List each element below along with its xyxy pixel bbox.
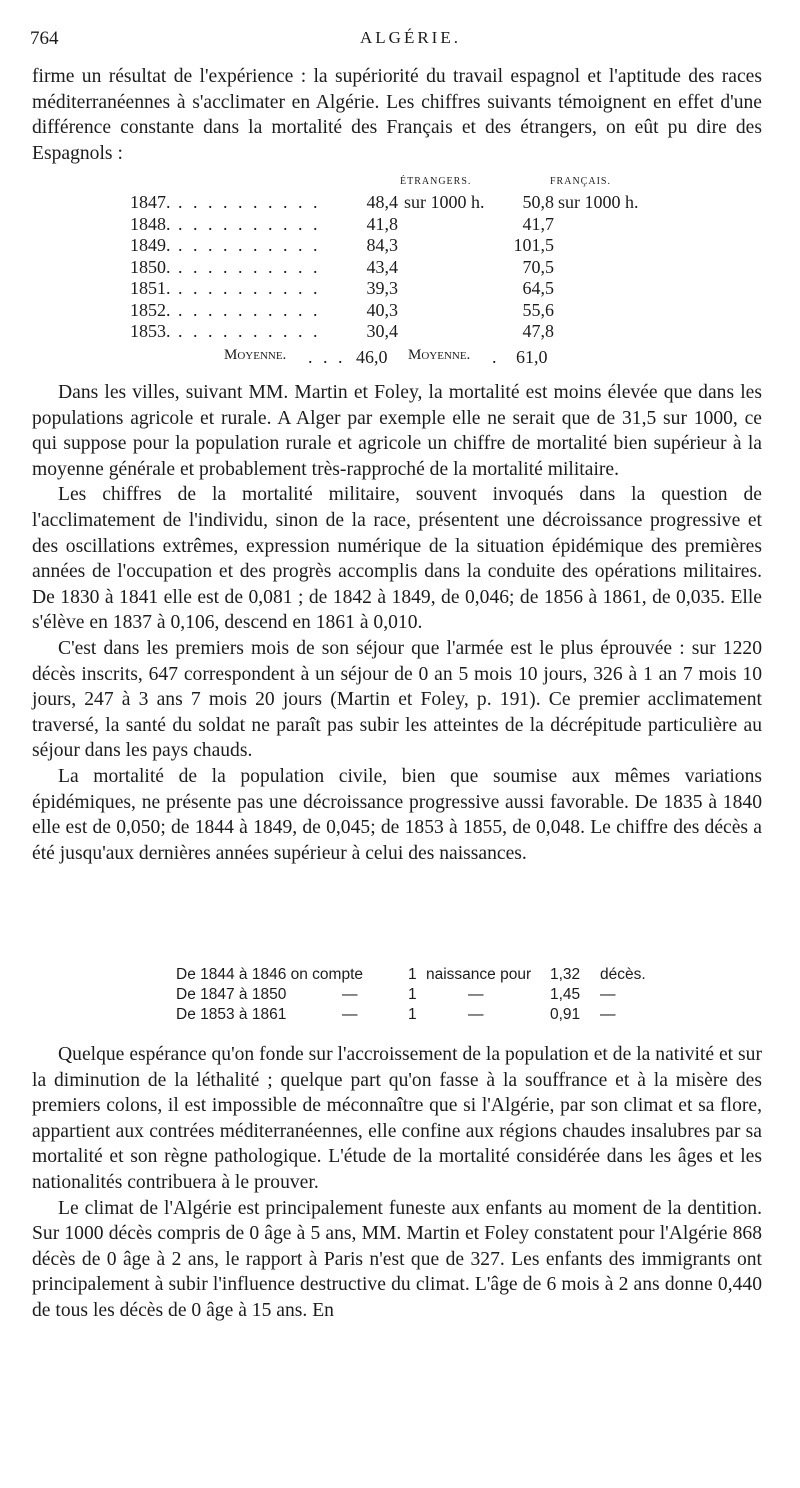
period: De 1853 à 1861	[176, 1006, 287, 1023]
leader-dots: . . . . . . . . . .	[178, 256, 321, 277]
mortality-table-row	[130, 235, 670, 257]
mortality-table-row	[130, 278, 670, 300]
mean-value-francais: 61,0	[516, 346, 548, 367]
etrangers-value: 84,3	[366, 235, 398, 255]
paragraph-villes: Dans les villes, suivant MM. Martin et Foley, la mortalité est moins élevée que dans les populations agricole et rurale. A Alger par exemple elle ne serait que de 31,5 sur 1000, ce qui suppose pour la population rurale et agricole un chiffre de mortalité bien supérieur à la moyenne générale et probablement très-rapproché de la mortalité militaire.	[32, 382, 762, 480]
deaths-unit: décès.	[600, 966, 646, 983]
deaths-ratio: 1,45	[550, 986, 581, 1003]
period: De 1847 à 1850	[176, 986, 287, 1003]
leader-dots: . . . . . . . . . .	[178, 213, 321, 234]
births-deaths-row	[176, 986, 656, 1006]
year-cell: 1847.	[130, 192, 171, 212]
naissance-label: naissance pour	[426, 966, 532, 983]
col-header-francais: FRANÇAIS.	[550, 176, 611, 187]
year-cell: 1848.	[130, 213, 171, 234]
deaths-ratio: 1,32	[550, 966, 581, 983]
mortality-table-row	[130, 192, 670, 214]
paragraph-mortalite-militaire: Les chiffres de la mortalité militaire, souvent invoqués dans la question de l'acclimatement de l'individu, sinon de la race, présentent une décroissance progressive et des oscillations extrêmes, expression numérique de la situation épidémique des premières années de l'occupation et des progrès accomplis dans la conduite des opérations militaires. De 1830 à 1841 elle est de 0,081 ; de 1842 à 1849, de 0,046; de 1856 à 1861, de 0,035. Elle s'élève en 1837 à 0,106, descend en 1861 à 0,010.	[32, 484, 762, 634]
leader-dots: . . . . . . . . . .	[178, 321, 321, 341]
unit-etrangers: sur 1000 h.	[404, 192, 485, 212]
page-number: 764	[30, 28, 59, 49]
mean-dots-1: . . .	[308, 346, 346, 367]
etrangers-value: 41,8	[366, 213, 398, 234]
mortality-table-body	[130, 192, 670, 343]
naissance-count: 1	[408, 966, 417, 983]
mortality-table-row	[130, 321, 670, 343]
leader-dots: . . . . . . . . . .	[178, 235, 321, 255]
etrangers-value: 30,4	[366, 321, 398, 341]
births-deaths-row	[176, 966, 656, 986]
francais-value: 41,7	[522, 213, 554, 234]
mortality-table-row	[130, 300, 670, 322]
running-title: ALGÉRIE.	[360, 28, 461, 47]
mean-label-francais: Moyenne.	[408, 346, 471, 363]
year-cell: 1853.	[130, 321, 171, 341]
francais-value: 50,8	[522, 192, 554, 212]
ditto-mark: —	[600, 1006, 616, 1023]
mortality-table-mean-row	[130, 345, 670, 371]
ditto-mark: —	[600, 986, 616, 1003]
mean-label-etrangers: Moyenne.	[224, 346, 287, 363]
francais-value: 64,5	[522, 278, 554, 298]
mortality-table	[130, 176, 670, 371]
ditto-mark: —	[342, 1006, 358, 1023]
deaths-ratio: 0,91	[550, 1006, 581, 1023]
leader-dots: . . . . . . . . . .	[178, 192, 321, 212]
mean-value-etrangers: 46,0	[356, 346, 388, 367]
paragraph-sejour-armee: C'est dans les premiers mois de son séjour que l'armée est le plus éprouvée : sur 1220 décès inscrits, 647 correspondent à un séjour de 0 an 5 mois 10 jours, 326 à 1 an 7 mois 10 jours, 247 à 3 ans 7 mois 20 jours (Martin et Foley, p. 191). Ce premier acclimatement traversé, la santé du soldat ne paraît pas subir les atteintes de la décrépitude particulière au séjour dans les pays chauds.	[32, 637, 762, 762]
etrangers-value: 43,4	[366, 256, 398, 277]
naissance-count: 1	[408, 1006, 417, 1023]
period: De 1844 à 1846 on compte	[176, 966, 363, 983]
year-cell: 1850.	[130, 256, 171, 277]
year-cell: 1849.	[130, 235, 171, 255]
francais-value: 55,6	[522, 299, 554, 320]
year-cell: 1852.	[130, 299, 171, 320]
mortality-table-row	[130, 257, 670, 279]
births-deaths-row	[176, 1006, 656, 1026]
paragraph-intro: firme un résultat de l'expérience : la supériorité du travail espagnol et l'aptitude des races méditerranéennes à s'acclimater en Algérie. Les chiffres suivants témoignent en effet d'une différence constante dans la mortalité des Français et des étrangers, on eût pu dire des Espagnols :	[32, 66, 762, 164]
leader-dots: . . . . . . . . . .	[178, 299, 321, 320]
leader-dots: . . . . . . . . . .	[178, 278, 321, 298]
etrangers-value: 40,3	[366, 299, 398, 320]
francais-value: 47,8	[522, 321, 554, 341]
paragraph-enfants: Le climat de l'Algérie est principalement funeste aux enfants au moment de la dentition. Sur 1000 décès compris de 0 âge à 5 ans, MM. Martin et Foley constatent pour l'Algérie 868 décès de 0 âge à 2 ans, le rapport à Paris n'est que de 327. Les enfants des immigrants ont principalement à subir l'influence destructive du climat. L'âge de 6 mois à 2 ans donne 0,440 de tous les décès de 0 âge à 15 ans. En	[32, 1197, 762, 1321]
paragraph-esperance: Quelque espérance qu'on fonde sur l'accroissement de la population et de la nativité et sur la diminution de la léthalité ; quelque part qu'on fasse à la souffrance et à la misère des premiers colons, il est impossible de méconnaître que si l'Algérie, par son climat et sa flore, appartient aux contrées méditerranéennes, elle confine aux régions chaudes insalubres par sa mortalité et son règne pathologique. L'étude de la mortalité considérée dans les âges et les nationalités contribuera à le prouver.	[32, 1044, 762, 1193]
etrangers-value: 48,4	[366, 192, 398, 212]
ditto-mark: —	[342, 986, 358, 1003]
bottom-paragraphs	[32, 1042, 762, 1324]
etrangers-value: 39,3	[366, 278, 398, 298]
mean-dots-2: .	[492, 346, 497, 367]
francais-value: 101,5	[513, 235, 554, 255]
year-cell: 1851.	[130, 278, 171, 298]
mortality-table-row	[130, 214, 670, 236]
page-header	[30, 28, 760, 54]
mortality-table-header	[130, 176, 670, 192]
middle-paragraphs	[32, 380, 762, 866]
naissance-count: 1	[408, 986, 417, 1003]
francais-value: 70,5	[522, 256, 554, 277]
ditto-mark: —	[468, 1006, 484, 1023]
births-deaths-table	[176, 966, 656, 1026]
ditto-mark: —	[468, 986, 484, 1003]
paragraph-population-civile: La mortalité de la population civile, bien que soumise aux mêmes variations épidémiques, ne présente pas une décroissance progressive aussi favorable. De 1835 à 1840 elle est de 0,050; de 1844 à 1849, de 0,045; de 1853 à 1855, de 0,048. Le chiffre des décès a été jusqu'aux dernières années supérieur à celui des naissances.	[32, 765, 762, 864]
unit-francais: sur 1000 h.	[558, 192, 639, 212]
col-header-etrangers: ÉTRANGERS.	[400, 176, 472, 187]
